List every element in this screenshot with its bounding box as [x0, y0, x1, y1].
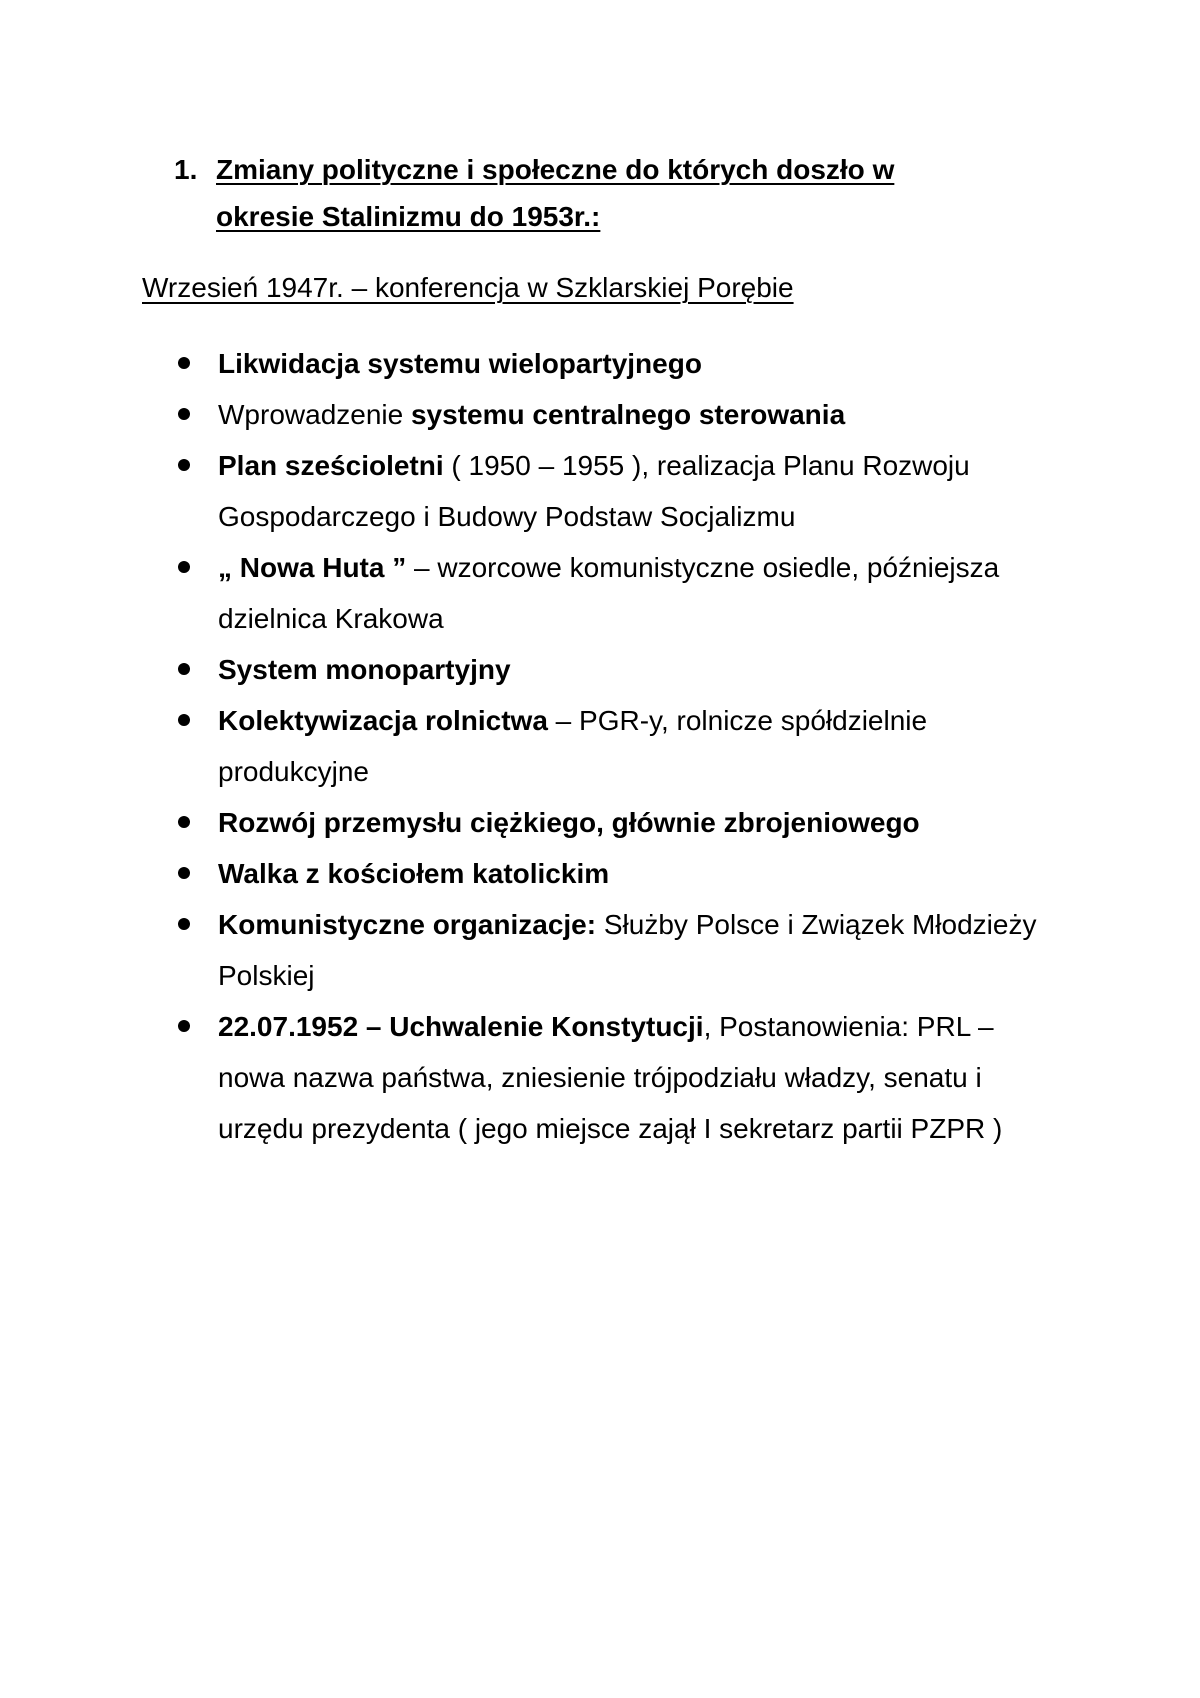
item-rest-text: ( 1950 – 1955 ), realizacja Planu Rozwoju Gospodarczego i Budowy Podstaw Socjalizmu: [218, 450, 970, 532]
heading-line-1: Zmiany polityczne i społeczne do których doszło w: [216, 154, 895, 185]
heading-number: 1.: [174, 154, 198, 185]
list-item: [170, 440, 1050, 542]
bullet-list: [170, 338, 1050, 1154]
bullet-icon: [178, 816, 190, 828]
section-heading: [174, 146, 1034, 240]
bullet-icon: [178, 408, 190, 420]
bullet-icon: [178, 918, 190, 930]
item-bold-text: Likwidacja systemu wielopartyjnego: [218, 348, 702, 379]
item-bold-text: „ Nowa Huta ”: [218, 552, 407, 583]
item-rest-text: Służby Polsce i Związek Młodzieży Polskiej: [218, 909, 1037, 991]
bullet-icon: [178, 714, 190, 726]
item-bold-text: Walka z kościołem katolickim: [218, 858, 610, 889]
list-item: [170, 1001, 1050, 1154]
item-bold-text: System monopartyjny: [218, 654, 511, 685]
list-item: [170, 848, 1050, 899]
item-bold-text: Kolektywizacja rolnictwa: [218, 705, 548, 736]
list-item: [170, 338, 1050, 389]
bullet-icon: [178, 1020, 190, 1032]
item-bold-text: Plan sześcioletni: [218, 450, 444, 481]
list-item: [170, 797, 1050, 848]
item-bold-text: Rozwój przemysłu ciężkiego, głównie zbrojeniowego: [218, 807, 920, 838]
item-bold-text: Komunistyczne organizacje:: [218, 909, 597, 940]
bullet-icon: [178, 561, 190, 573]
item-rest-text: – PGR-y, rolnicze spółdzielnie produkcyjne: [218, 705, 928, 787]
bullet-icon: [178, 867, 190, 879]
list-item: [170, 542, 1050, 644]
item-prefix-text: Wprowadzenie: [218, 399, 411, 430]
list-item: [170, 389, 1050, 440]
bullet-icon: [178, 663, 190, 675]
item-rest-text: , Postanowienia: PRL – nowa nazwa państwa, zniesienie trójpodziału władzy, senatu i urzędu prezydenta ( jego miejsce zajął I sekretarz partii PZPR ): [218, 1011, 1003, 1144]
item-bold-text: 22.07.1952 – Uchwalenie Konstytucji: [218, 1011, 704, 1042]
list-item: [170, 644, 1050, 695]
list-item: [170, 899, 1050, 1001]
list-item: [170, 695, 1050, 797]
subheading: Wrzesień 1947r. – konferencja w Szklarskiej Porębie: [142, 272, 794, 303]
item-rest-text: – wzorcowe komunistyczne osiedle, późniejsza dzielnica Krakowa: [218, 552, 1000, 634]
bullet-icon: [178, 459, 190, 471]
bullet-icon: [178, 357, 190, 369]
item-bold-text: systemu centralnego sterowania: [410, 399, 846, 430]
heading-line-2: okresie Stalinizmu do 1953r.:: [216, 201, 601, 232]
